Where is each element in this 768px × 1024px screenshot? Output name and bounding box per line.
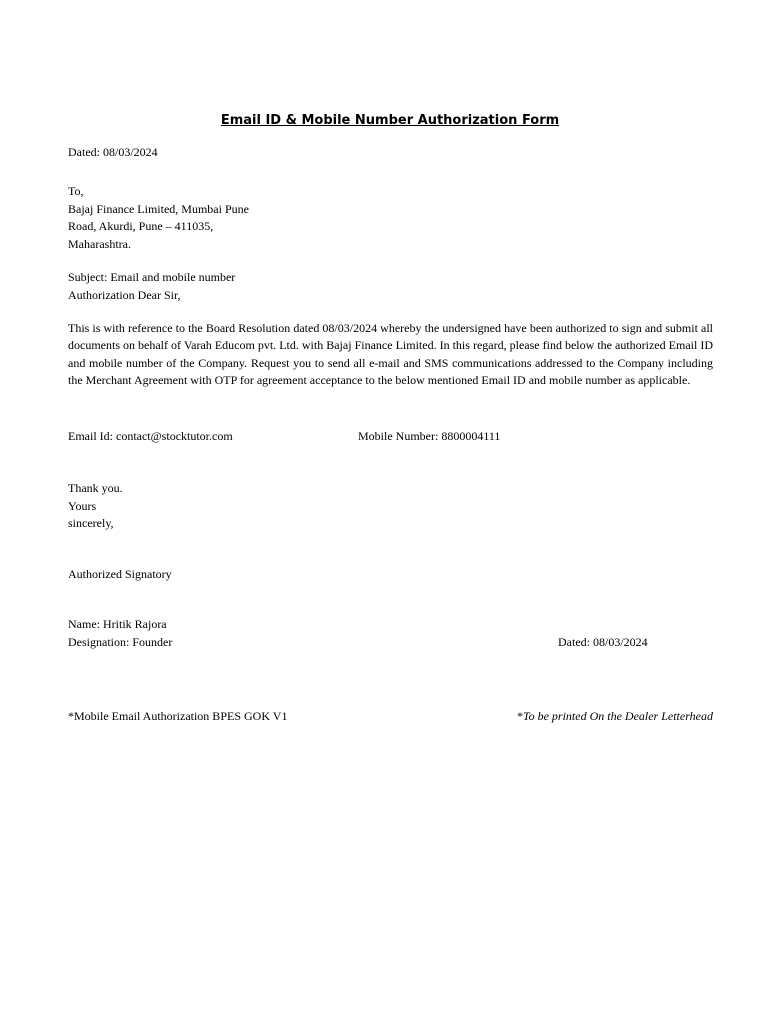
address-block [68, 183, 249, 253]
closing-line-1: Thank you. [68, 481, 123, 495]
footer-star: * [517, 709, 524, 723]
authorized-signatory: Authorized Signatory [68, 567, 172, 581]
footer-letterhead-text: To be printed On the Dealer Letterhead [523, 709, 713, 723]
closing-block [68, 480, 123, 533]
email-id: Email Id: contact@stocktutor.com [68, 429, 233, 443]
signature-date: Dated: 08/03/2024 [558, 635, 648, 649]
dated-line: Dated: 08/03/2024 [68, 145, 158, 159]
subject-block [68, 269, 235, 304]
address-to: To, [68, 184, 84, 198]
closing-line-3: sincerely, [68, 516, 114, 530]
subject-line-1: Subject: Email and mobile number [68, 270, 236, 284]
subject-line-2: Authorization Dear Sir, [68, 287, 181, 302]
signatory-designation: Designation: Founder [68, 634, 173, 649]
footer-letterhead-note [517, 708, 713, 726]
closing-line-2: Yours [68, 498, 97, 513]
body-paragraph: This is with reference to the Board Resolution dated 08/03/2024 whereby the undersigned have been authorized to sign and submit all documents on behalf of Varah Educom pvt. Ltd. with Bajaj Finance Limited. In this regard, please find below the authorized Email ID and mobile number of the Company. Request you to send all e-mail and SMS communications addressed to the Company including the Merchant Agreement with OTP for agreement acceptance to the below mentioned Email ID and mobile number as applicable. [68, 321, 713, 387]
address-line-1: Bajaj Finance Limited, Mumbai Pune [68, 201, 249, 216]
address-line-2: Road, Akurdi, Pune – 411035, [68, 219, 214, 233]
footer-form-code: *Mobile Email Authorization BPES GOK V1 [68, 709, 288, 723]
signatory-details [68, 616, 172, 651]
signatory-name: Name: Hritik Rajora [68, 617, 167, 631]
form-title: Email ID & Mobile Number Authorization Form [220, 113, 560, 128]
mobile-number: Mobile Number: 8800004111 [358, 429, 501, 443]
address-line-3: Maharashtra. [68, 236, 131, 251]
